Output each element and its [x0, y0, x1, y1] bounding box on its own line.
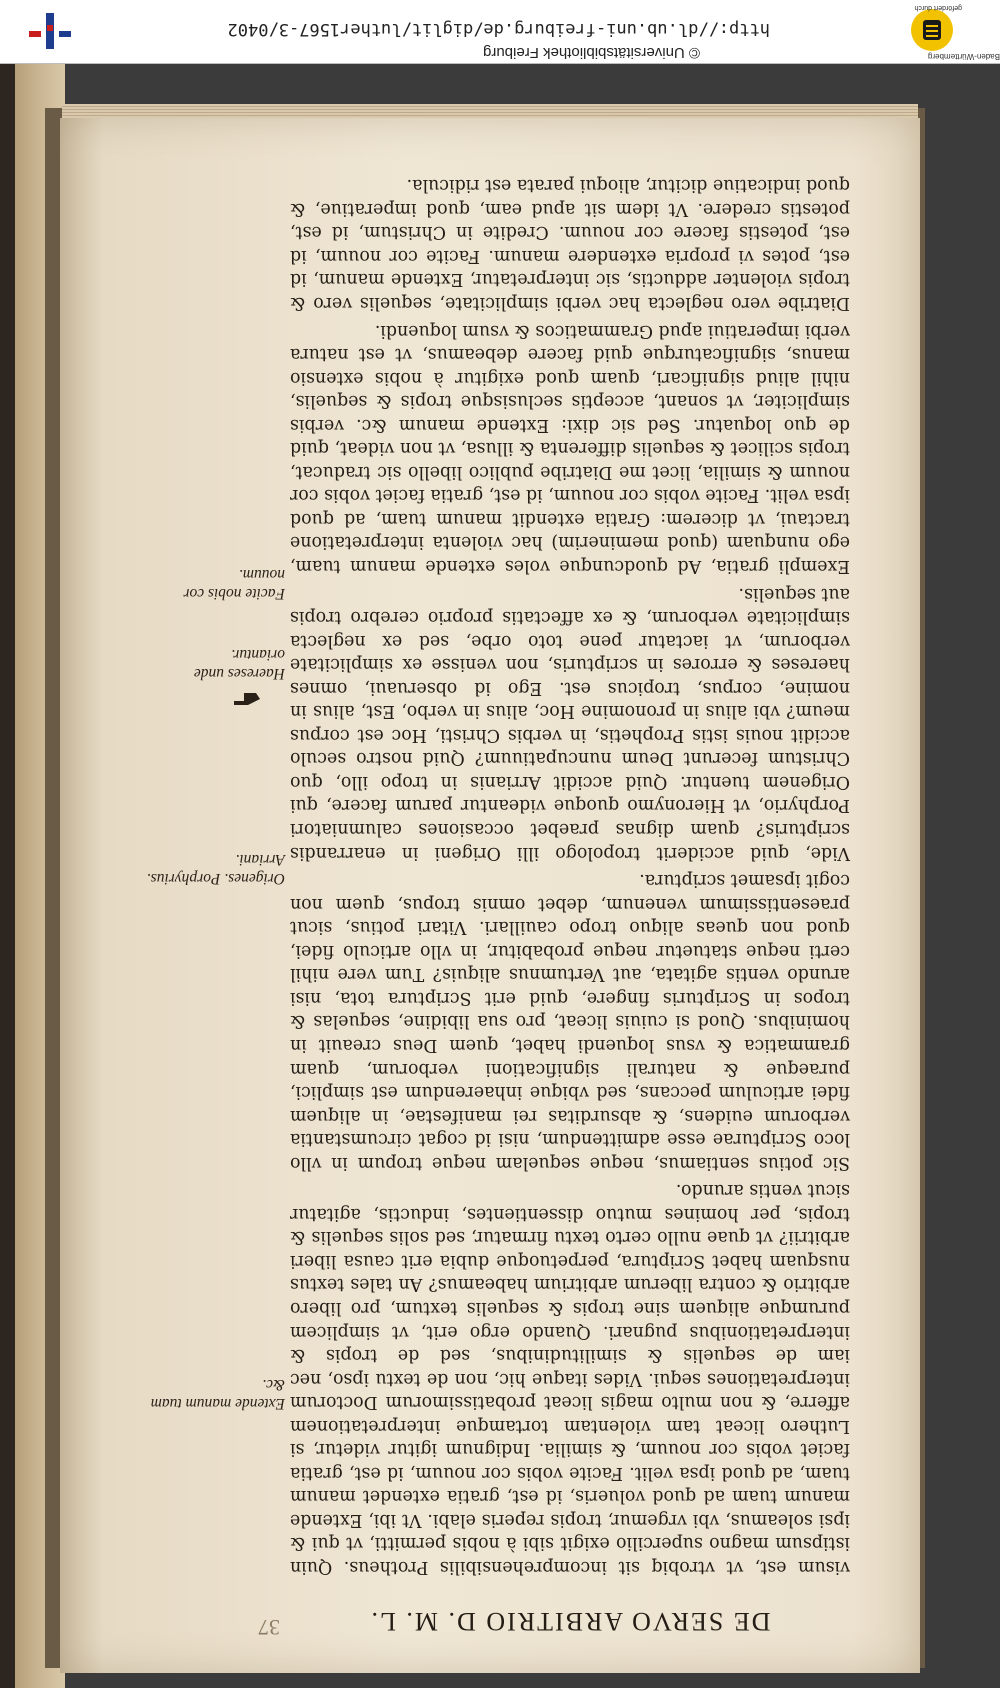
margin-note: Extende manum tuam &c. — [150, 1376, 285, 1412]
paragraph: Exempli gratia, Ad quodcunque voles extende manum tuam, ego nunquam (quod meminerim) hac violenta interpretatione tractaui, vt dicerem: Gratia extendit manum tuam, ad quod ipsa velit. Facite vobis cor nouum, id est, gratia faciet vobis cor nouum & similia, licet me Diatribe publico libello sic traducat, tropis scilicet & sequelis differenta & illusa, vt non videat, quid de quo loquatur. Sed sic dixi: Extende manum &c. verbis simpliciter, vt sonant, acceptis seclusisque tropis & sequelis, nihil aliud significari, quam quod exigitur à nobis extensio manus, significaturque quid facere debeamus, vt est natura verbi imperatiui apud Grammaticos & vsum loquendi. — [290, 320, 850, 577]
copyright-text: © Universitätsbibliothek Freiburg — [483, 44, 700, 61]
paragraph: Vide, quid acciderit tropologo illi Origeni in enarrandis scripturis? quam dignas praebet occasiones calumniatori Porphyrio, vt Hieronymo quoque videantur parum facere, qui Origenem tuentur. Quid accidit Arrianis in tropo illo, quo Christum fecerunt Deum nuncupatiuum? Quid nostro seculo accidit nouis istis Prophetis, in verbis Christi, Hoc est corpus meum? vbi alius in pronomine Hoc, alius in verbo, Est, alius in nomine, corpus, tropicus est. Ego id obseruaui, omnes haereses & errores in scripturis, non venisse ex simplicitate verborum, vt iactatur pene toto orbe, sed ex neglecta simplicitate verborum, & ex affectatis proprio cerebro tropis aut sequelis. — [290, 583, 850, 863]
funder-logo-icon — [909, 7, 955, 53]
page-edges — [62, 104, 918, 118]
funder-note: gefördert durch — [914, 4, 962, 11]
pointing-hand-icon — [232, 688, 262, 710]
margin-note: Haereses unde oriantur. — [193, 646, 285, 682]
margin-note: Origenes. Porphyrius. Arriani. — [146, 851, 285, 887]
paragraph: visum est, vt vtrobiq sit incomprehensibilis Protheus. Quin istipsum magno supercilio exigit sibi à nobis permitti, vt qui & ipsi soleamus, vbi vrgemur, tropis reperis elabi. Vt ibi, Extende manum tuam ad quod volueris, id est, gratia extendet manum tuam, ad quod ipsa velit. Facite vobis cor nouum, id est, gratia faciet vobis cor nouum, & similia. Indignum igitur videtur, si Luthero liceat tam violentam tortamque interpretationem afferre, & non multo magis liceat probatissimorum Doctorum interpretationes sequi. Vides itaque hic, non de textu ipso, nec iam de sequelis & similitudinibus, sed de tropis & interpretationibus pugnari. Quando ergo erit, vt simplicem purumque aliquem sine tropis & sequelis textum, pro libero arbitrio & contra liberum arbitrium habeamus? An tales textus nusquam habet Scriptura, perpetuoque dubia erit causa liberi arbitrii? vt quae nullo certo textu firmatur, sed solis sequelis & tropis, per homines mutuo dissentientes, inductis, agitatur sicut ventis arundo. — [290, 1180, 850, 1577]
viewer-banner — [0, 0, 1000, 64]
paragraph: Diatribe vero neglecta hac verbi simplicitate, sequelis vero & tropis violenter adductis, sic interpretatur, Extende manum, id est, potes vi propria extendere manum. Facite cor nouum, id est, potestis facere cor nouum. Credite in Christum, id est, potestis credere. Vt idem sit apud eam, quod imperatiue, & quod indicatiue dicitur, alioqui parata est ridicula. — [290, 175, 850, 314]
library-logo-icon — [25, 9, 75, 53]
margin-note: Facite nobis cor nouum. — [183, 566, 285, 602]
page-text — [290, 173, 850, 1578]
document-url[interactable]: http://dl.ub.uni-freiburg.de/diglit/luther1567-3/0402 — [227, 19, 770, 39]
folio-number: 37 — [258, 1615, 280, 1640]
paragraph: Sic potius sentiamus, neque sequelam neque tropum in vllo loco Scripturae esse admittendum, nisi id cogat circumstantia verborum euidens, & absurditas rei manifestae, in aliquem fidei articulum peccans, sed vbique inhaerendum est simplici, puraeque & naturali significationi verborum, quam grammatica & vsus loquendi habet, quem Deus creauit in hominibus. Quod si cuiuis liceat, pro sua libidine, sequelas & tropos in Scripturis fingere, quid erit Scriptura tota, nisi arundo ventis agitata, aut Vertumnus aliquis? Tum vere nihil certi neque statuetur neque probabitur, in vllo articulo fidei, quod non queas aliquo tropo cauillari. Vitari potius, sicut praesentissimum venenum, debet omnis tropus, quem non cogit ipsamet scriptura. — [290, 870, 850, 1173]
running-head: DE SERVO ARBITRIO D. M. L. — [369, 1607, 771, 1636]
book-gutter — [0, 0, 15, 1688]
state-label: Baden-Württemberg — [927, 52, 1000, 61]
